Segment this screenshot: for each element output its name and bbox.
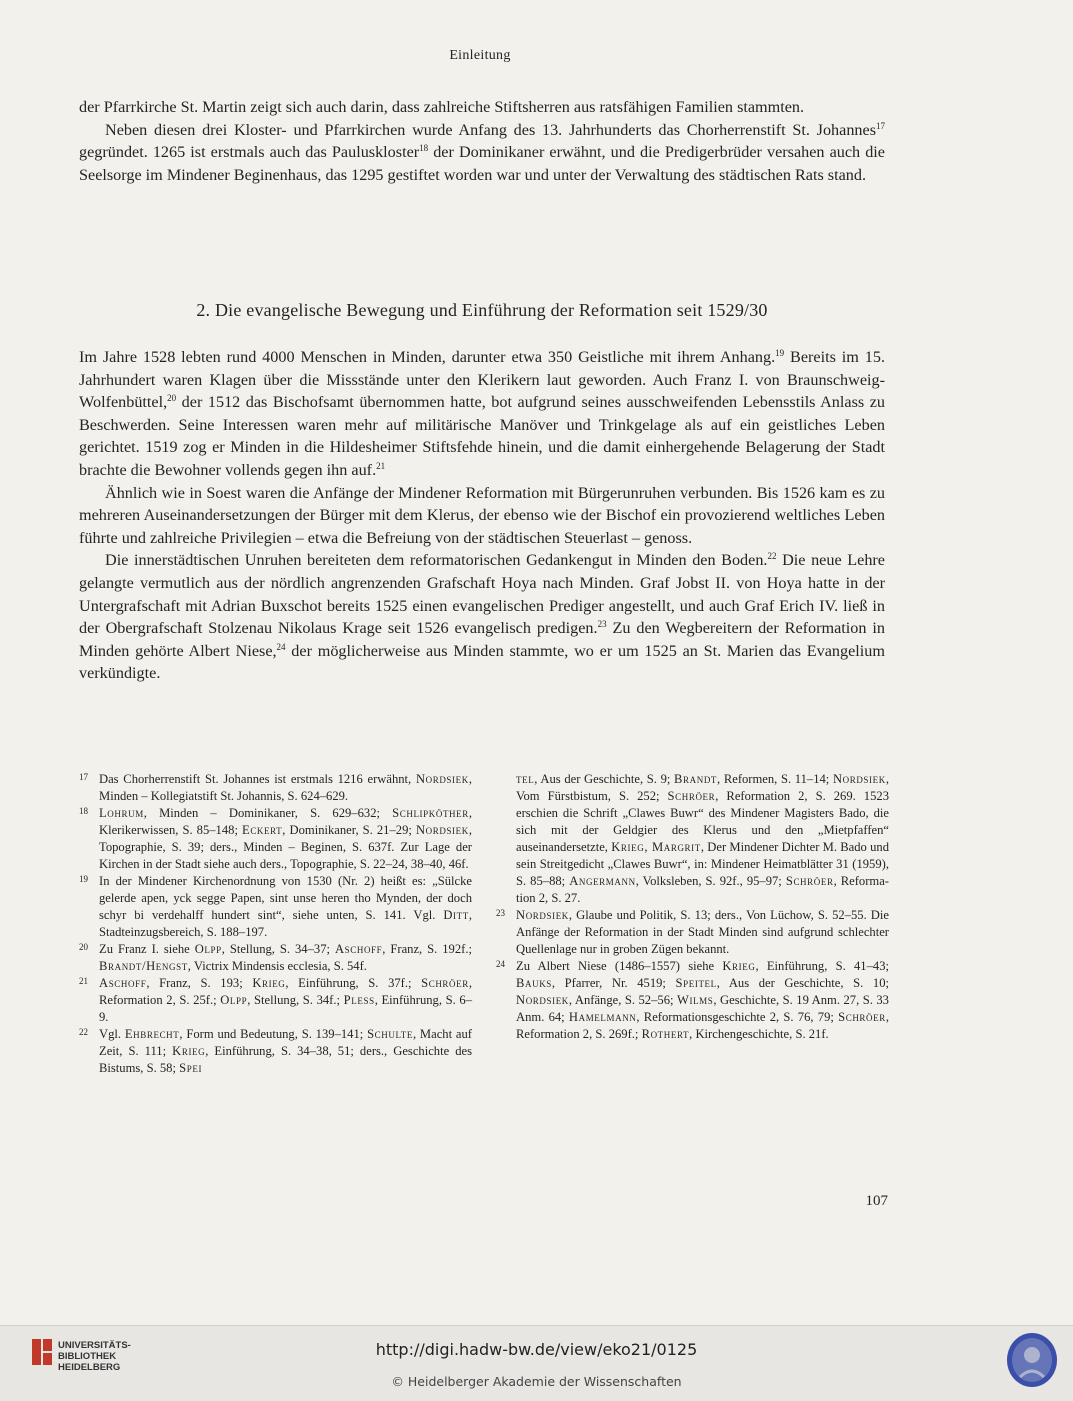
paragraph-3: Im Jahre 1528 lebten rund 4000 Menschen in Minden, darunter etwa 350 Geistliche mit ihrem Anhang.$^{19}$ Bereits im 15. Jahrhundert waren Klagen über die Missstände unter den Klerikern laut geworden. Auch Franz I. von Braunschweig-Wolfenbüttel,$^{20}$ der 1512 das Bischofsamt übernommen hatte, bot aufgrund seines ausschweifenden Lebensstils Anlass zu Beschwerden. Seine Interessen waren mehr auf militärische Manöver und Trinkgelage als auf ein geistliches Leben gerichtet. 1519 zog er Minden in die Hildesheimer Stiftsfehde hinein, und die damit einhergehende Belagerung der Stadt brachte die Bewohner vollends gegen ihn auf.$^{21}$ <box>79 348 885 479</box>
footnote-number: 21 <box>79 976 88 986</box>
footnote-ref-19[interactable]: 19 <box>775 348 785 358</box>
footnote-19 <box>79 873 472 941</box>
footnote-ref-24[interactable]: 24 <box>276 641 286 652</box>
footnote-text: Zu Albert Niese (1486–1557) siehe Krieg, Einführung, S. 41–43; Bauks, Pfarrer, Nr. 4519; Speitel, Aus der Geschichte, S. 10; Nordsiek, Anfänge, S. 52–56; Wilms, Geschichte, S. 19 Anm. 27, S. 33 Anm. 64; Hamelmann, Reformationsgeschichte 2, S. 76, 79; Schröer, Reformation 2, S. 269f.; Rothert, Kirchengeschichte, S. 21f. <box>516 959 889 1041</box>
paragraph-4: Ähnlich wie in Soest waren die Anfänge der Mindener Reformation mit Bürgerunruhen verbunden. Bis 1526 kam es zu mehreren Auseinandersetzungen der Bürger mit dem Klerus, der ebenso wie der Bischof ein provozierend weltliches Leben führte und zahlreiche Privilegien – etwa die Befreiung von der städtischen Steuerlast – genoss. <box>79 483 885 547</box>
library-logo-text: UNIVERSITÄTS- BIBLIOTHEK HEIDELBERG <box>58 1340 131 1373</box>
footnote-ref-22[interactable]: 22 <box>767 551 777 562</box>
footnote-number: 24 <box>496 959 505 969</box>
footnote-23 <box>496 907 889 958</box>
paragraph-5: Die innerstädtischen Unruhen bereiteten dem reformatorischen Gedankengut in Minden den Boden.$^{22}$ Die neue Lehre gelangte vermutlich aus der nördlich angrenzenden Grafschaft Hoya nach Minden. Graf Jobst II. von Hoya hatte in der Untergrafschaft mit Adrian Buxschot bereits 1525 einen evangelischen Prediger angestellt, und auch Graf Erich IV. ließ in der Obergrafschaft Stolzenau Nikolaus Krage seit 1526 evangelisch predigen.$^{23}$ Zu den Wegbereitern der Reformation in Minden gehörte Albert Niese,$^{24}$ der möglicherweise aus Minden stammte, wo er um 1525 an St. Marien das Evangelium verkündigte. <box>79 551 886 683</box>
footnote-text: Zu Franz I. siehe Olpp, Stellung, S. 34–37; Aschoff, Franz, S. 192f.; Brandt/Hengst, Victrix Mindensis ecclesia, S. 54f. <box>99 942 472 973</box>
footnote-ref-20[interactable]: 20 <box>167 393 177 404</box>
footnote-24 <box>496 958 889 1043</box>
paragraph-2: Neben diesen drei Kloster- und Pfarrkirchen wurde Anfang des 13. Jahrhunderts das Chorherrenstift St. Johannes$^{17}$ gegründet. 1265 ist erstmals auch das Pauluskloster$^{18}$ der Dominikaner erwähnt, und die Predigerbrüder versahen auch die Seelsorge im Mindener Beginenhaus, das 1295 gestiftet worden war und unter der Verwaltung des städtischen Rats stand. <box>79 120 885 184</box>
footnote-text: Vgl. Ehbrecht, Form und Bedeutung, S. 139–141; Schulte, Macht auf Zeit, S. 111; Krieg, Einführung, S. 34–38, 51; ders., Geschichte des Bistums, S. 58; Spei <box>99 1027 473 1075</box>
footnote-number: 22 <box>79 1027 88 1037</box>
permalink-url[interactable]: http://digi.hadw-bw.de/view/eko21/0125 <box>375 1340 698 1359</box>
running-header: Einleitung <box>449 48 511 63</box>
viewer-footer <box>0 1325 1073 1401</box>
footnote-number: 17 <box>79 772 88 782</box>
paragraph-1: der Pfarrkirche St. Martin zeigt sich auch darin, dass zahlreiche Stiftsherren aus ratsfähigen Familien stammten. <box>79 98 805 116</box>
footnote-ref-23[interactable]: 23 <box>597 619 607 630</box>
section-text-block <box>79 346 885 685</box>
page-number: 107 <box>865 1193 888 1209</box>
section-heading: 2. Die evangelische Bewegung und Einführung der Reformation seit 1529/30 <box>196 300 768 320</box>
footnotes-right-column <box>496 771 889 1043</box>
footnote-20 <box>79 941 472 975</box>
footnote-22-continued <box>496 771 889 907</box>
footnote-number: 23 <box>496 908 505 918</box>
copyright-notice: © Heidelberger Akademie der Wissenschaften <box>391 1374 682 1389</box>
footnote-17 <box>79 771 472 805</box>
footnote-ref-18[interactable]: 18 <box>419 143 429 154</box>
footnote-text: Das Chorherrenstift St. Johannes ist erstmals 1216 erwähnt, Nordsiek, Minden – Kollegiatstift St. Johannis, S. 624–629. <box>99 772 472 803</box>
footnote-22 <box>79 1026 472 1077</box>
footnote-ref-17[interactable]: 17 <box>876 120 885 131</box>
intro-text-block <box>79 96 885 186</box>
footnote-text: Lohrum, Minden – Dominikaner, S. 629–632; Schlipköther, Klerikerwissen, S. 85–148; Eckert, Dominikaner, S. 21–29; Nordsiek, Topographie, S. 39; ders., Minden – Beginen, S. 637f. Zur Lage der Kirchen in der Stadt siehe auch ders., Topographie, S. 22–24, 38–40, 46f. <box>99 806 473 871</box>
footnote-text: Nordsiek, Glaube und Politik, S. 13; ders., Von Lüchow, S. 52–55. Die Anfänge der Reformation in der Stadt Minden sind aufgrund schlechter Quellenlage nur in groben Zügen bekannt. <box>516 908 889 956</box>
footnote-21 <box>79 975 472 1026</box>
academy-seal-icon[interactable] <box>1005 1331 1059 1389</box>
footnote-18 <box>79 805 472 873</box>
footnote-number: 20 <box>79 942 88 952</box>
footnote-text: tel, Aus der Geschichte, S. 9; Brandt, Reformen, S. 11–14; Nordsiek, Vom Fürstbistum, S. 252; Schröer, Reformation 2, S. 269. 1523 erschien die Schrift „Clawes Buwr“ des Mindener Magisters Bado, die sich mit der Geldgier des Klerus und den „Mietpfaffen“ auseinandersetzte, Krieg, Margrit, Der Mindener Dichter M. Bado und sein Streitgedicht „Clawes Buwr“, in: Mindener Heimatblätter 31 (1959), S. 85–88; Angermann, Volksleben, S. 92f., 95–97; Schröer, Reformation 2, S. 27. <box>516 772 889 905</box>
footnote-number: 19 <box>79 874 88 884</box>
footnotes-left-column <box>79 771 472 1077</box>
footnote-text: Aschoff, Franz, S. 193; Krieg, Einführung, S. 37f.; Schröer, Reformation 2, S. 25f.; Olpp, Stellung, S. 34f.; Pless, Einführung, S. 6–9. <box>99 976 472 1024</box>
footnote-text: In der Mindener Kirchenordnung von 1530 (Nr. 2) heißt es: „Sülcke gelerde apen, yck segge Papen, sint unse heren tho Mynden, der doch schyr bi verdehalff hundert sint“, siehe unten, S. 141. Vgl. Ditt, Stadteinzugsbereich, S. 188–197. <box>99 874 472 939</box>
footnote-number: 18 <box>79 806 88 816</box>
footnote-ref-21[interactable]: 21 <box>376 460 386 471</box>
